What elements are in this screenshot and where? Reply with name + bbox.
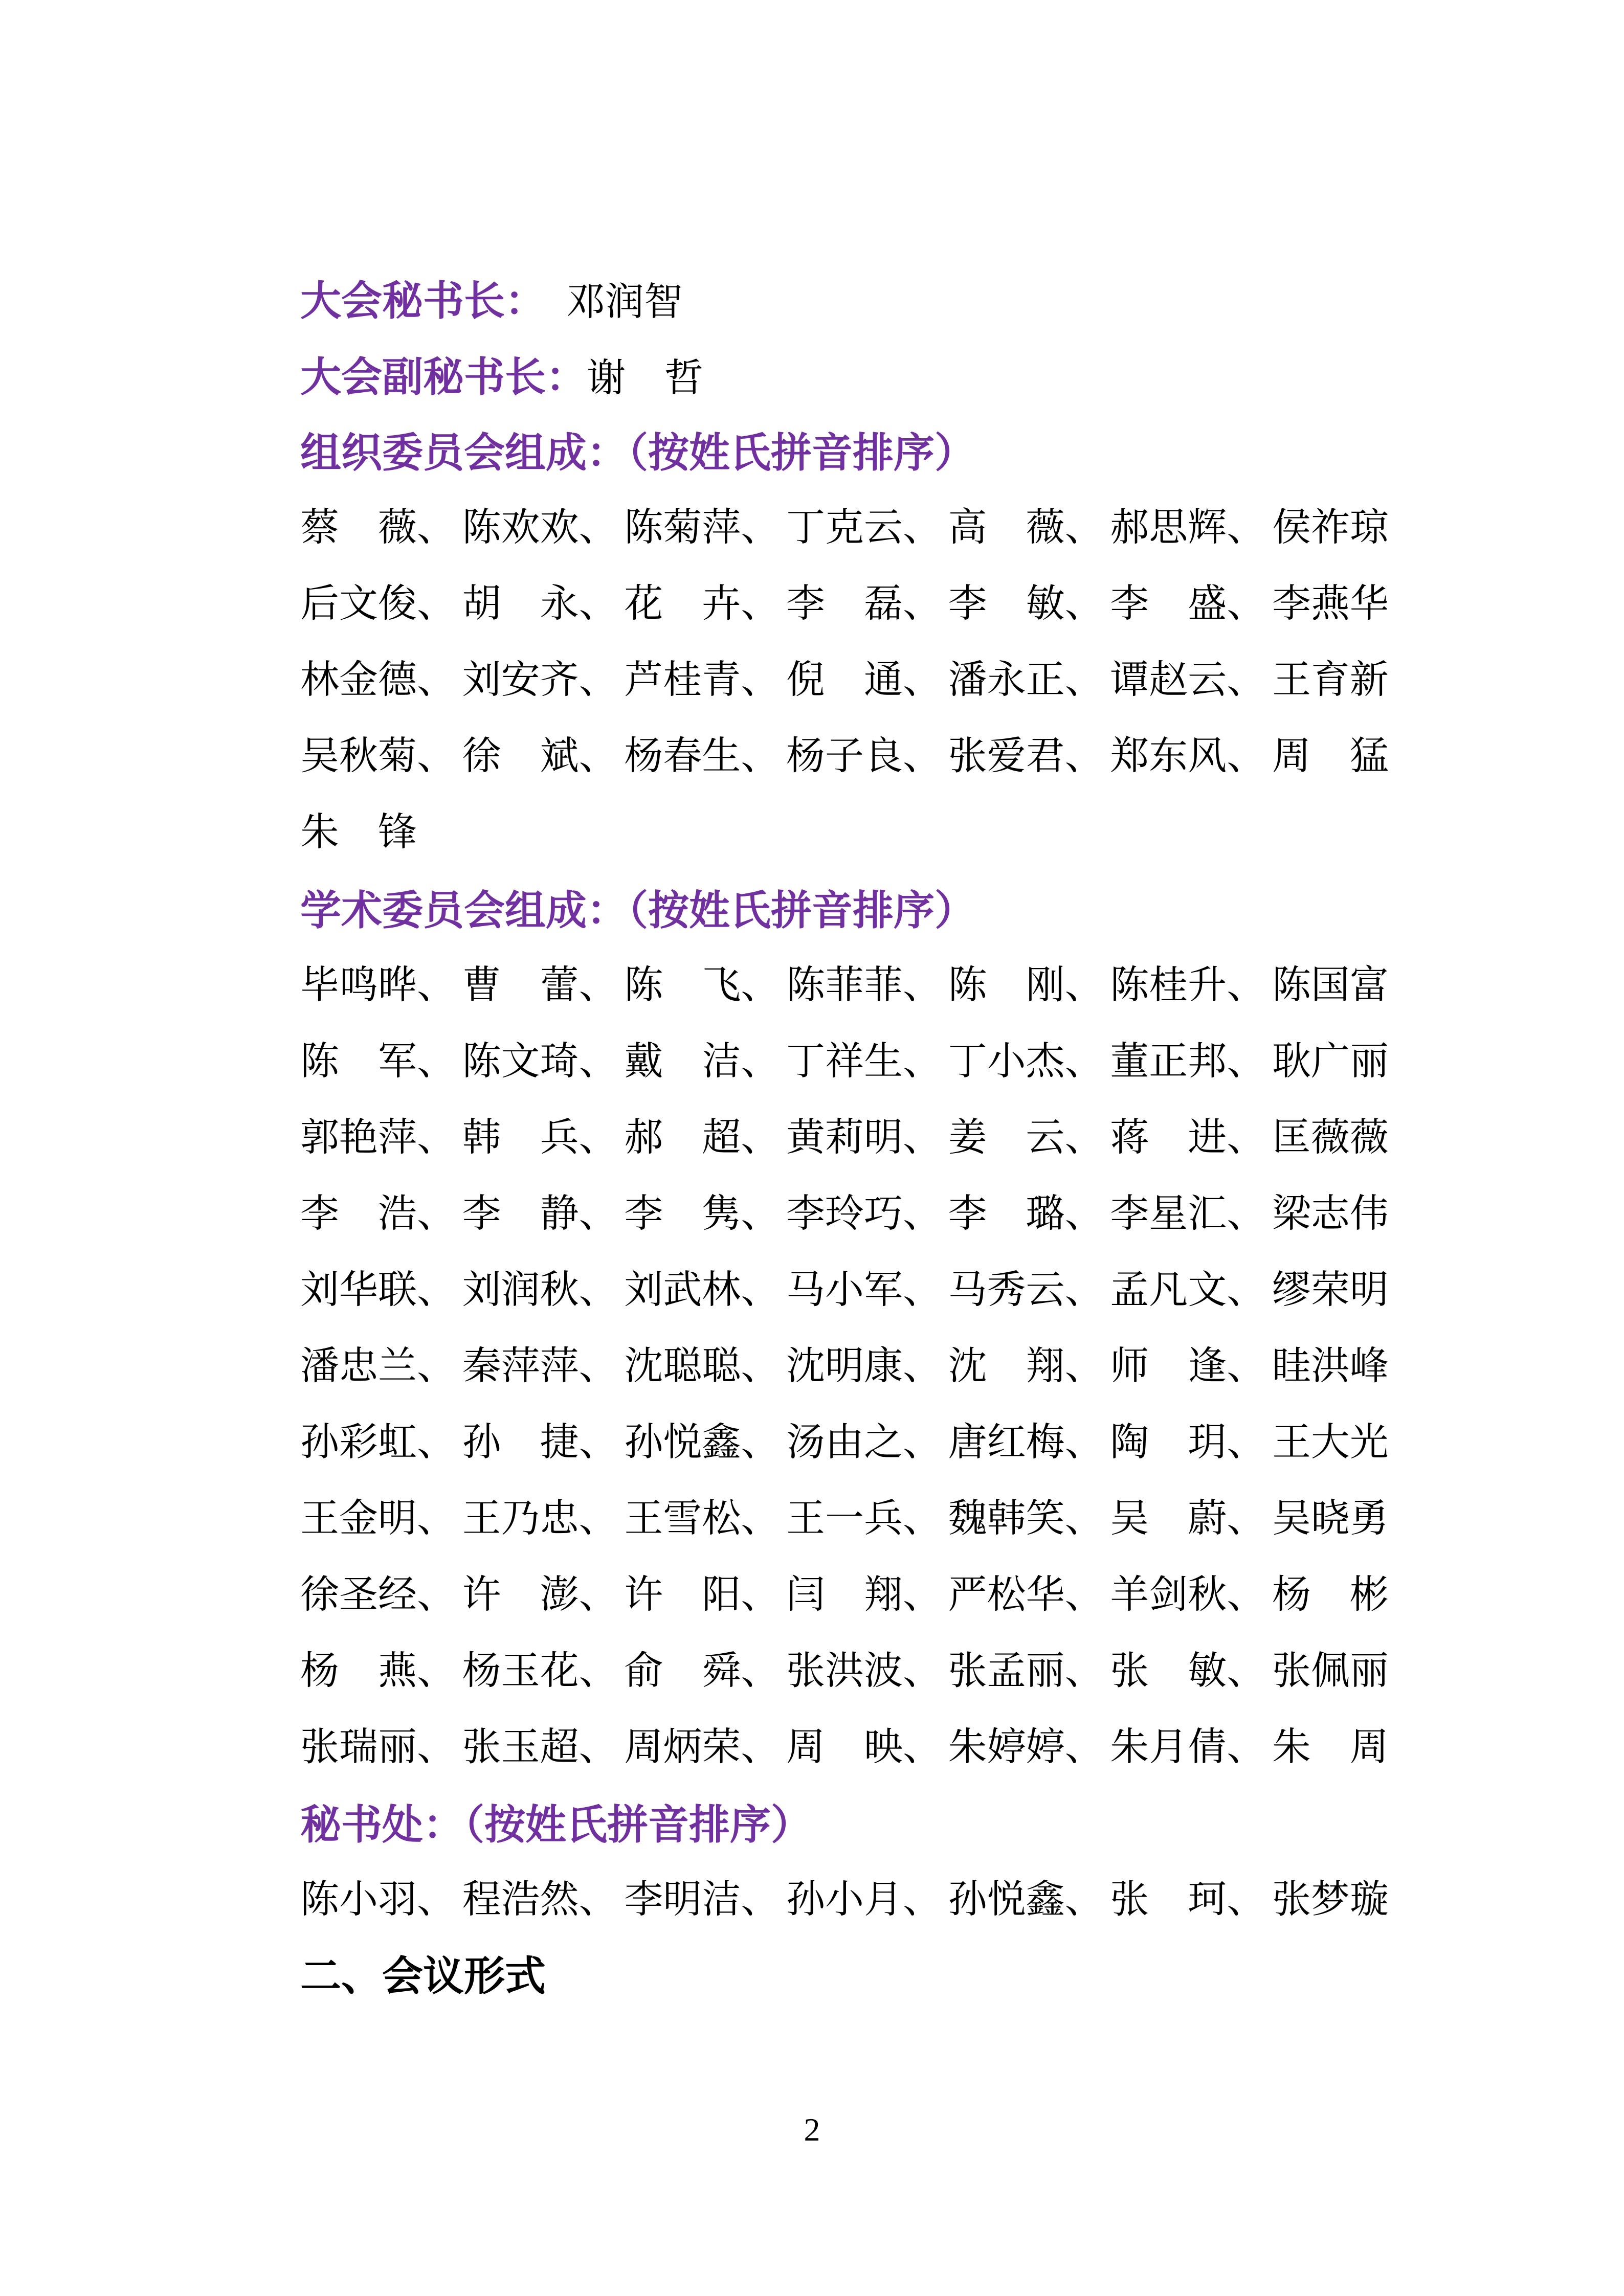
- secretary-general-name: 邓润智: [566, 279, 683, 324]
- academic-committee-name: 杨玉花、: [462, 1648, 618, 1693]
- organizing-committee-name: 李 敏、: [948, 580, 1104, 626]
- academic-committee-name: 周炳荣、: [624, 1724, 780, 1769]
- organizing-committee-name: 杨子良、: [786, 733, 942, 778]
- academic-committee-name: 蒋 进、: [1110, 1114, 1266, 1160]
- academic-committee-name: 张佩丽: [1272, 1648, 1389, 1693]
- organizing-committee-name: 郝思辉、: [1110, 504, 1266, 550]
- academic-committee-name: 朱月倩、: [1110, 1724, 1266, 1769]
- secretariat-row: [300, 1876, 1389, 1922]
- academic-committee-heading: 学术委员会组成：（按姓氏拼音排序）: [300, 886, 975, 934]
- academic-committee-name: 陈文琦、: [462, 1038, 618, 1084]
- academic-committee-name: 严松华、: [948, 1571, 1104, 1617]
- organizing-committee-name: 李燕华: [1272, 580, 1389, 626]
- academic-committee-name: 沈聪聪、: [624, 1343, 780, 1388]
- secretariat-name: 孙悦鑫、: [948, 1876, 1104, 1922]
- academic-committee-name: 李玲巧、: [786, 1190, 942, 1236]
- academic-committee-name: 朱婷婷、: [948, 1724, 1104, 1769]
- academic-committee-row: [300, 1571, 1389, 1617]
- organizing-committee-name: 吴秋菊、: [300, 733, 456, 778]
- academic-committee-name: 丁祥生、: [786, 1038, 942, 1084]
- academic-committee-name: 陈 刚、: [948, 962, 1104, 1007]
- academic-committee-name: 陈 飞、: [624, 962, 780, 1007]
- academic-committee-name: 潘忠兰、: [300, 1343, 456, 1388]
- organizing-committee-name: 徐 斌、: [462, 733, 618, 778]
- academic-committee-name: 沈 翔、: [948, 1343, 1104, 1388]
- academic-committee-name: 张洪波、: [786, 1648, 942, 1693]
- academic-committee-name: 韩 兵、: [462, 1114, 618, 1160]
- academic-committee-name: 马秀云、: [948, 1267, 1104, 1312]
- deputy-secretary-general-line: [300, 353, 703, 401]
- organizing-committee-row: [300, 733, 1389, 778]
- academic-committee-name: 丁小杰、: [948, 1038, 1104, 1084]
- academic-committee-name: 刘武林、: [624, 1267, 780, 1312]
- secretariat-name: 陈小羽、: [300, 1876, 456, 1922]
- academic-committee-name: 张玉超、: [462, 1724, 618, 1769]
- organizing-committee-name: 丁克云、: [786, 504, 942, 550]
- academic-committee-name: 梁志伟: [1272, 1190, 1389, 1236]
- organizing-committee-row: [300, 504, 1389, 550]
- organizing-committee-name: 刘安齐、: [462, 657, 618, 702]
- academic-committee-name: 耿广丽: [1272, 1038, 1389, 1084]
- organizing-committee-name: 后文俊、: [300, 580, 456, 626]
- academic-committee-name: 郝 超、: [624, 1114, 780, 1160]
- academic-committee-name: 杨 燕、: [300, 1648, 456, 1693]
- academic-committee-row: [300, 1724, 1389, 1769]
- academic-committee-name: 董正邦、: [1110, 1038, 1266, 1084]
- secretariat-name: 程浩然、: [462, 1876, 618, 1922]
- academic-committee-name: 毕鸣晔、: [300, 962, 456, 1007]
- organizing-committee-name: 郑东风、: [1110, 733, 1266, 778]
- organizing-committee-name: 王育新: [1272, 657, 1389, 702]
- organizing-committee-name: 李 盛、: [1110, 580, 1266, 626]
- academic-committee-name: 陈国富: [1272, 962, 1389, 1007]
- organizing-committee-name: 潘永正、: [948, 657, 1104, 702]
- secretariat-name: 李明洁、: [624, 1876, 780, 1922]
- academic-committee-name: 刘润秋、: [462, 1267, 618, 1312]
- academic-committee-name: 王乃忠、: [462, 1495, 618, 1541]
- organizing-committee-name: 倪 通、: [786, 657, 942, 702]
- academic-committee-name: 周 映、: [786, 1724, 942, 1769]
- secretary-general-line: [300, 277, 683, 325]
- organizing-committee-name: 侯祚琼: [1272, 504, 1389, 550]
- secretary-general-label: 大会秘书长：: [300, 277, 546, 325]
- academic-committee-name: 闫 翔、: [786, 1571, 942, 1617]
- organizing-committee-name: 陈菊萍、: [624, 504, 780, 550]
- organizing-committee-row: [300, 809, 1389, 854]
- organizing-committee-name: 谭赵云、: [1110, 657, 1266, 702]
- academic-committee-name: 戴 洁、: [624, 1038, 780, 1084]
- organizing-committee-row: [300, 580, 1389, 626]
- academic-committee-name: 黄莉明、: [786, 1114, 942, 1160]
- academic-committee-name: 汤由之、: [786, 1419, 942, 1465]
- secretariat-name: 张 珂、: [1110, 1876, 1266, 1922]
- academic-committee-name: 眭洪峰: [1272, 1343, 1389, 1388]
- academic-committee-name: 李 璐、: [948, 1190, 1104, 1236]
- page-number: 2: [804, 2111, 820, 2148]
- organizing-committee-name: 周 猛: [1272, 733, 1389, 778]
- academic-committee-name: 吴 蔚、: [1110, 1495, 1266, 1541]
- academic-committee-row: [300, 1190, 1389, 1236]
- academic-committee-name: 李 浩、: [300, 1190, 456, 1236]
- academic-committee-name: 孙悦鑫、: [624, 1419, 780, 1465]
- academic-committee-name: 曹 蕾、: [462, 962, 618, 1007]
- section-two-title: 二、会议形式: [300, 1952, 546, 2000]
- academic-committee-name: 孙彩虹、: [300, 1419, 456, 1465]
- academic-committee-name: 陈桂升、: [1110, 962, 1266, 1007]
- academic-committee-name: 李 静、: [462, 1190, 618, 1236]
- academic-committee-name: 刘华联、: [300, 1267, 456, 1312]
- organizing-committee-name: 杨春生、: [624, 733, 780, 778]
- academic-committee-name: 许 阳、: [624, 1571, 780, 1617]
- organizing-committee-row: [300, 657, 1389, 702]
- academic-committee-name: 沈明康、: [786, 1343, 942, 1388]
- academic-committee-name: 王大光: [1272, 1419, 1389, 1465]
- organizing-committee-name: 朱 锋: [300, 809, 417, 854]
- academic-committee-name: 俞 舜、: [624, 1648, 780, 1693]
- deputy-secretary-general-name: 谢 哲: [587, 355, 703, 400]
- academic-committee-name: 张 敏、: [1110, 1648, 1266, 1693]
- academic-committee-name: 孟凡文、: [1110, 1267, 1266, 1312]
- academic-committee-name: 姜 云、: [948, 1114, 1104, 1160]
- academic-committee-row: [300, 1267, 1389, 1312]
- secretariat-heading: 秘书处：（按姓氏拼音排序）: [300, 1800, 812, 1849]
- academic-committee-name: 张孟丽、: [948, 1648, 1104, 1693]
- academic-committee-row: [300, 962, 1389, 1007]
- academic-committee-name: 郭艳萍、: [300, 1114, 456, 1160]
- academic-committee-name: 李星汇、: [1110, 1190, 1266, 1236]
- organizing-committee-name: 胡 永、: [462, 580, 618, 626]
- academic-committee-name: 陈菲菲、: [786, 962, 942, 1007]
- academic-committee-name: 师 逢、: [1110, 1343, 1266, 1388]
- academic-committee-name: 唐红梅、: [948, 1419, 1104, 1465]
- academic-committee-row: [300, 1343, 1389, 1388]
- organizing-committee-name: 芦桂青、: [624, 657, 780, 702]
- academic-committee-row: [300, 1419, 1389, 1465]
- academic-committee-row: [300, 1495, 1389, 1541]
- academic-committee-name: 秦萍萍、: [462, 1343, 618, 1388]
- organizing-committee-name: 陈欢欢、: [462, 504, 618, 550]
- academic-committee-row: [300, 1648, 1389, 1693]
- academic-committee-row: [300, 1114, 1389, 1160]
- organizing-committee-name: 花 卉、: [624, 580, 780, 626]
- secretariat-name: 孙小月、: [786, 1876, 942, 1922]
- academic-committee-name: 孙 捷、: [462, 1419, 618, 1465]
- organizing-committee-name: 蔡 薇、: [300, 504, 456, 550]
- academic-committee-name: 李 隽、: [624, 1190, 780, 1236]
- academic-committee-name: 陶 玥、: [1110, 1419, 1266, 1465]
- secretariat-name: 张梦璇: [1272, 1876, 1389, 1922]
- academic-committee-name: 缪荣明: [1272, 1267, 1389, 1312]
- academic-committee-name: 魏韩笑、: [948, 1495, 1104, 1541]
- academic-committee-name: 徐圣经、: [300, 1571, 456, 1617]
- academic-committee-name: 匡薇薇: [1272, 1114, 1389, 1160]
- organizing-committee-name: 高 薇、: [948, 504, 1104, 550]
- academic-committee-name: 王雪松、: [624, 1495, 780, 1541]
- academic-committee-name: 王金明、: [300, 1495, 456, 1541]
- academic-committee-name: 王一兵、: [786, 1495, 942, 1541]
- academic-committee-name: 吴晓勇: [1272, 1495, 1389, 1541]
- academic-committee-name: 张瑞丽、: [300, 1724, 456, 1769]
- academic-committee-name: 羊剑秋、: [1110, 1571, 1266, 1617]
- academic-committee-name: 杨 彬: [1272, 1571, 1389, 1617]
- academic-committee-row: [300, 1038, 1389, 1084]
- academic-committee-name: 马小军、: [786, 1267, 942, 1312]
- academic-committee-name: 陈 军、: [300, 1038, 456, 1084]
- organizing-committee-name: 张爱君、: [948, 733, 1104, 778]
- academic-committee-name: 许 澎、: [462, 1571, 618, 1617]
- deputy-secretary-general-label: 大会副秘书长：: [300, 353, 587, 401]
- organizing-committee-heading: 组织委员会组成：（按姓氏拼音排序）: [300, 429, 975, 477]
- organizing-committee-name: 林金德、: [300, 657, 456, 702]
- organizing-committee-name: 李 磊、: [786, 580, 942, 626]
- academic-committee-name: 朱 周: [1272, 1724, 1389, 1769]
